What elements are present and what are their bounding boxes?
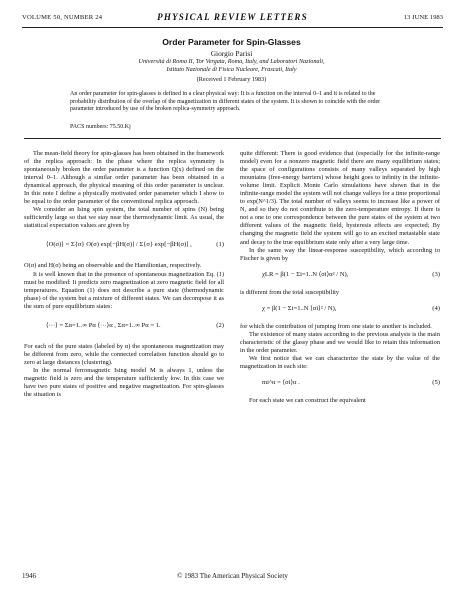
- paragraph: For each of the pure states (labeled by α) the spontaneous magnetization may be different from zero, while the connected correlation function should go to zero at large distances (clustering).: [24, 342, 224, 366]
- equation-number: (2): [216, 321, 224, 329]
- equation-3: [240, 266, 440, 286]
- running-header: [22, 12, 443, 24]
- equation-1: [24, 233, 224, 259]
- page-number: 1946: [22, 572, 36, 580]
- author: Giorgio Parisi: [210, 49, 253, 58]
- affiliation-line-2: Istituto Nazionale di Fisica Nucleare, Frascati, Italy: [166, 66, 297, 73]
- equation-number: (3): [432, 270, 440, 278]
- paragraph: The mean-field theory for spin-glasses has been obtained in the framework of the replica approach: In the phase where the replica symmetry is spontaneously broken the order parameter is a function Q(x) defined on the interval 0–1. Although a similar order parameter has been obtained in a dynamical approach, the physical meaning of this order parameter is unclear. In this note I define a physically motivated order parameter which I show to be equal to the order parameter of the conventional replica approach.: [24, 150, 224, 206]
- paragraph: We consider an Ising spin system, the total number of spins (N) being sufficiently large so that we stay near the thermodynamic limit. As usual, the statistical expectation values are given by: [24, 206, 224, 230]
- paragraph: is different from the total susceptibility: [240, 288, 340, 296]
- paragraph: In the same way the linear-response susceptibility, which according to Fischer is given by: [240, 246, 440, 262]
- header-rule: [22, 27, 443, 28]
- journal-name: PHYSICAL REVIEW LETTERS: [157, 12, 308, 22]
- issue-date: 13 JUNE 1983: [403, 14, 443, 21]
- equation-body: ⟨···⟩ = Σα=1..∞ Pα ⟨···⟩α , Σα=1..∞ Pα = 1.: [46, 321, 161, 329]
- equation-body: χ = β(1 − Σi=1..N ⟨σi⟩² / N),: [262, 304, 337, 312]
- paragraph: quite different: There is good evidence that (especially for the infinite-range model) even for a nonzero magnetic field there are many equilibrium states; the space of configurations consists of many valleys separated by high mountains (free-energy barriers) whose height goes to infinity in the infinite-volume limit. Explicit Monte Carlo simulations have shown that in the infinite-range model the system will not change valleys for a time proportional to exp(N^1/3). The total number of valleys seems to increase like a power of N, and so they do not contribute to the zero-temperature entropy. If there is not a one to one correspondence between the pure states of the system at two different values of the magnetic field, hysteresis effects are expected; By changing the magnetic field the system will go to an excited metastable state and decay to the true equilibrium state only after a very large time.: [240, 150, 440, 246]
- left-column: [24, 150, 224, 399]
- paragraph: O(σ) and H(σ) being an observable and the Hamiltonian, respectively.: [24, 262, 202, 270]
- equation-body: χLR = β(1 − Σi=1..N ⟨σi⟩α² / N),: [262, 270, 349, 278]
- affiliation: [0, 58, 463, 74]
- received-date: (Received 1 February 1983): [196, 76, 267, 83]
- abstract: An order parameter for spin-glasses is defined in a clear physical way: It is a function on the interval 0–1 and it is related to the probability distribution of the overlap of the magnetization in different states of the system. It is shown to coincide with the order parameter introduced by use of the broken replica-symmetry approach.: [70, 91, 381, 113]
- equation-number: (5): [432, 378, 440, 386]
- equation-number: (4): [432, 304, 440, 312]
- paragraph: For each state we can construct the equivalent: [249, 396, 366, 404]
- equation-body: ⟨O(σ)⟩ = Σ{σ} O(σ) exp[−βH(σ)] / Σ{σ} exp[−βH(σ)] ,: [46, 241, 192, 249]
- paragraph: for which the contribution of jumping from one state to another is included.: [240, 322, 432, 330]
- paragraph: The existence of many states according to the previous analysis is the main characteristic of the glassy phase and we would like to retain this information in the order parameter.: [240, 330, 440, 354]
- pacs-numbers: PACS numbers: 75.50.Kj: [70, 124, 131, 130]
- article-title: Order Parameter for Spin-Glasses: [162, 37, 301, 47]
- volume-number: VOLUME 50, NUMBER 24: [22, 14, 103, 21]
- affiliation-line-1: Università di Roma II, Tor Vergata, Roma, Italy, and Laboratori Nazionali,: [138, 58, 325, 65]
- paragraph: We first notice that we can characterize the state by the value of the magnetization in each site:: [240, 354, 440, 370]
- equation-4: [240, 300, 440, 320]
- equation-2: [24, 314, 224, 340]
- equation-body: mi^α = ⟨σi⟩α .: [262, 378, 300, 386]
- page-footer: [22, 572, 443, 582]
- copyright: © 1983 The American Physical Society: [177, 572, 288, 580]
- paragraph: In the normal ferromagnetic Ising model M is always 1, unless the magnetic field is zero and the temperature sufficiently low. In this case we have two pure states of positive and negative magnetization. For spin-glasses the situation is: [24, 366, 224, 399]
- right-column: [240, 150, 440, 405]
- paragraph: It is well known that in the presence of spontaneous magnetization Eq. (1) must be modified: It predicts zero magnetization at zero magnetic field for all temperatures. Equation (1) does not describe a pure state (thermodynamic phase) of the system but a mixture of different states. We can decompose it as the sum of pure equilibrium states:: [24, 270, 224, 310]
- equation-number: (1): [216, 241, 224, 249]
- equation-5: [240, 374, 440, 394]
- abstract-rule: [24, 138, 441, 139]
